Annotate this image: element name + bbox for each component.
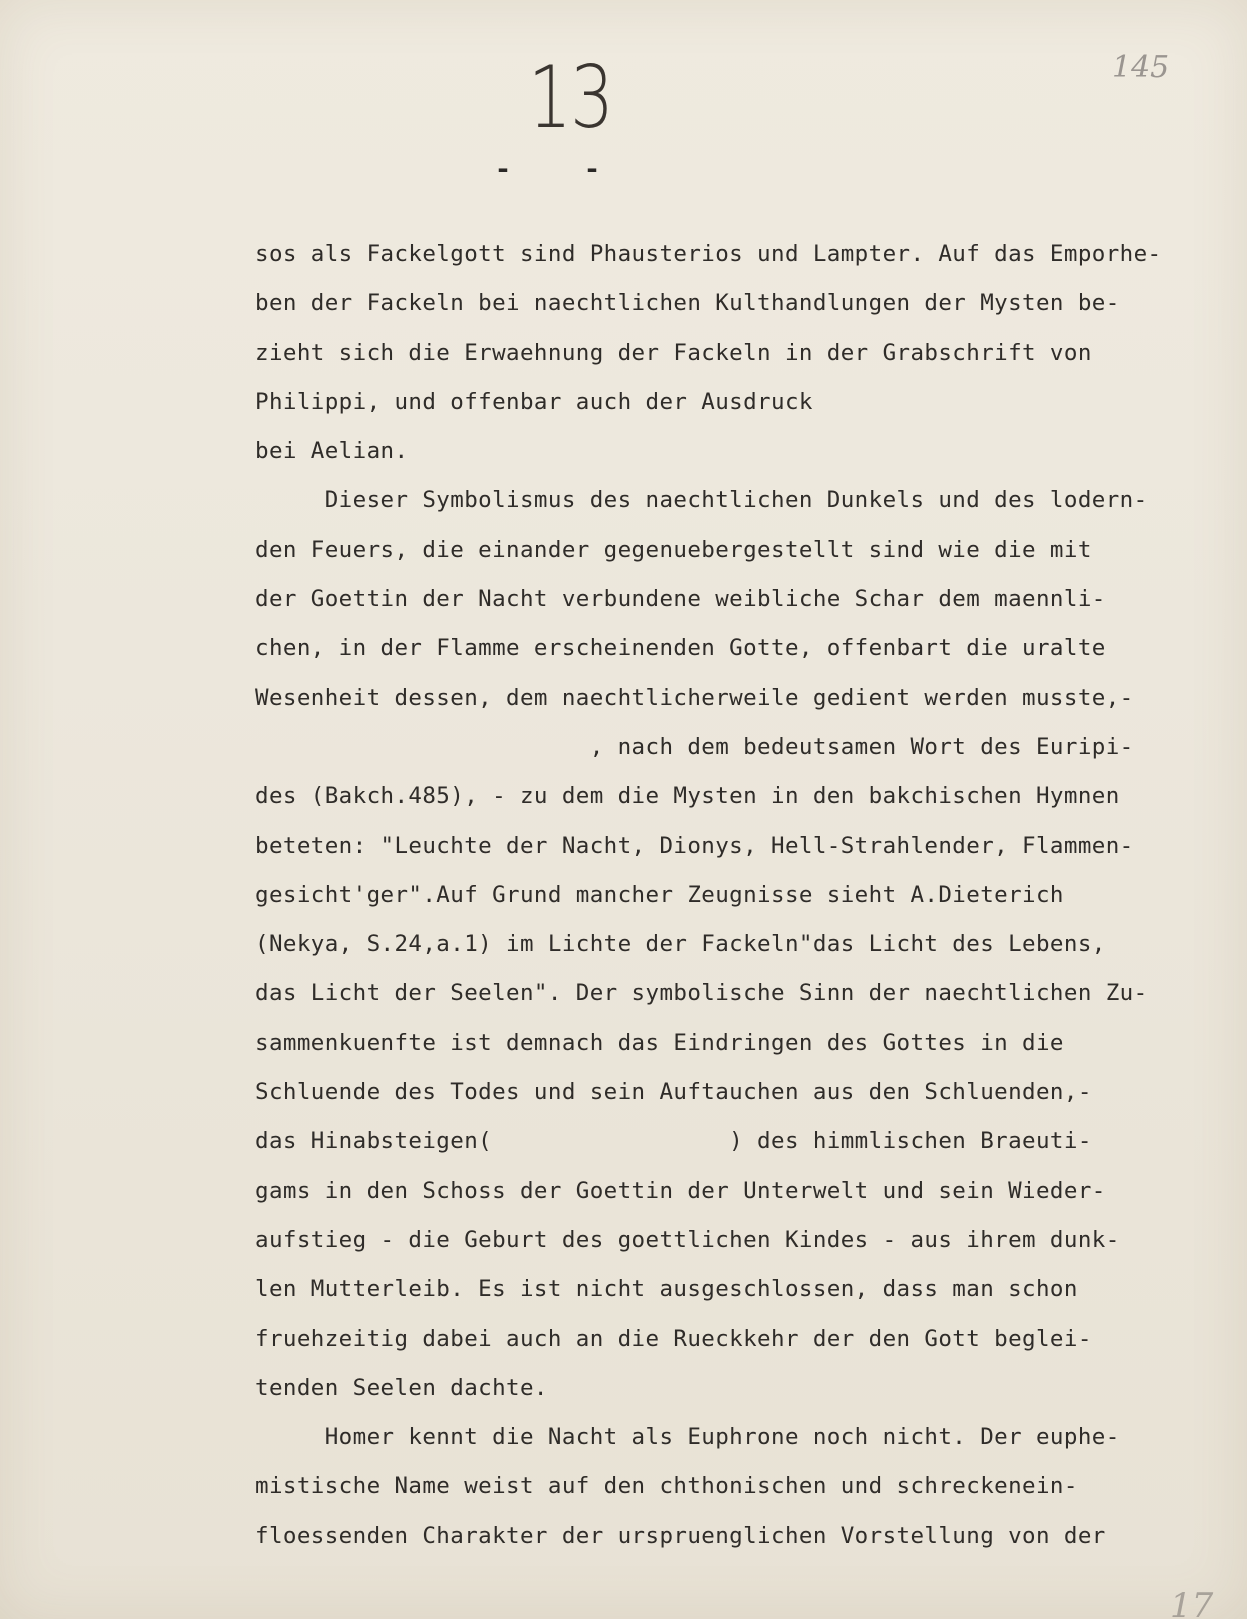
text-line-4: Philippi, und offenbar auch der Ausdruck bbox=[255, 388, 813, 415]
pencil-folio-number: 145 bbox=[1112, 50, 1170, 85]
text-line-12: des (Bakch.485), - zu dem die Mysten in den bakchischen Hymnen bbox=[255, 783, 1120, 810]
header-dash-left: - bbox=[494, 154, 513, 188]
typewritten-body bbox=[255, 230, 1215, 1561]
text-line-18: Schluende des Todes und sein Auftauchen aus den Schluenden,- bbox=[255, 1079, 1092, 1106]
handwritten-page-number: 13 bbox=[528, 48, 613, 148]
text-line-17: sammenkuenfte ist demnach das Eindringen des Gottes in die bbox=[255, 1029, 1064, 1056]
text-line-25: Homer kennt die Nacht als Euphrone noch nicht. Der euphe- bbox=[255, 1424, 1120, 1451]
text-line-3: zieht sich die Erwaehnung der Fackeln in der Grabschrift von bbox=[255, 339, 1092, 366]
text-line-24: tenden Seelen dachte. bbox=[255, 1374, 548, 1401]
text-line-6: Dieser Symbolismus des naechtlichen Dunkels und des lodern- bbox=[255, 487, 1148, 514]
text-line-13: beteten: "Leuchte der Nacht, Dionys, Hell-Strahlender, Flammen- bbox=[255, 832, 1134, 859]
text-line-14: gesicht'ger".Auf Grund mancher Zeugnisse sieht A.Dieterich bbox=[255, 881, 1064, 908]
text-line-15: (Nekya, S.24,a.1) im Lichte der Fackeln"das Licht des Lebens, bbox=[255, 931, 1106, 958]
text-line-19: das Hinabsteigen( ) des himmlischen Braeuti- bbox=[255, 1128, 1092, 1155]
text-line-7: den Feuers, die einander gegenuebergestellt sind wie die mit bbox=[255, 536, 1092, 563]
text-line-20: gams in den Schoss der Goettin der Unterwelt und sein Wieder- bbox=[255, 1177, 1106, 1204]
corner-pencil-mark: 17 bbox=[1170, 1586, 1214, 1619]
text-line-26: mistische Name weist auf den chthonischen und schreckenein- bbox=[255, 1473, 1078, 1500]
text-line-16: das Licht der Seelen". Der symbolische Sinn der naechtlichen Zu- bbox=[255, 980, 1148, 1007]
text-line-2: ben der Fackeln bei naechtlichen Kulthandlungen der Mysten be- bbox=[255, 290, 1120, 317]
text-line-9: chen, in der Flamme erscheinenden Gotte, offenbart die uralte bbox=[255, 635, 1106, 662]
header-dash-right: - bbox=[583, 154, 602, 188]
text-line-5: bei Aelian. bbox=[255, 438, 409, 465]
text-line-23: fruehzeitig dabei auch an die Rueckkehr der den Gott beglei- bbox=[255, 1325, 1092, 1352]
text-line-27: floessenden Charakter der urspruenglichen Vorstellung von der bbox=[255, 1522, 1106, 1549]
text-line-1: sos als Fackelgott sind Phausterios und Lampter. Auf das Emporhe- bbox=[255, 241, 1162, 267]
text-line-11: , nach dem bedeutsamen Wort des Euripi- bbox=[255, 733, 1134, 760]
text-line-21: aufstieg - die Geburt des goettlichen Kindes - aus ihrem dunk- bbox=[255, 1226, 1120, 1253]
text-line-22: len Mutterleib. Es ist nicht ausgeschlossen, dass man schon bbox=[255, 1276, 1078, 1303]
text-line-10: Wesenheit dessen, dem naechtlicherweile gedient werden musste,- bbox=[255, 684, 1134, 711]
text-line-8: der Goettin der Nacht verbundene weibliche Schar dem maennli- bbox=[255, 586, 1106, 613]
